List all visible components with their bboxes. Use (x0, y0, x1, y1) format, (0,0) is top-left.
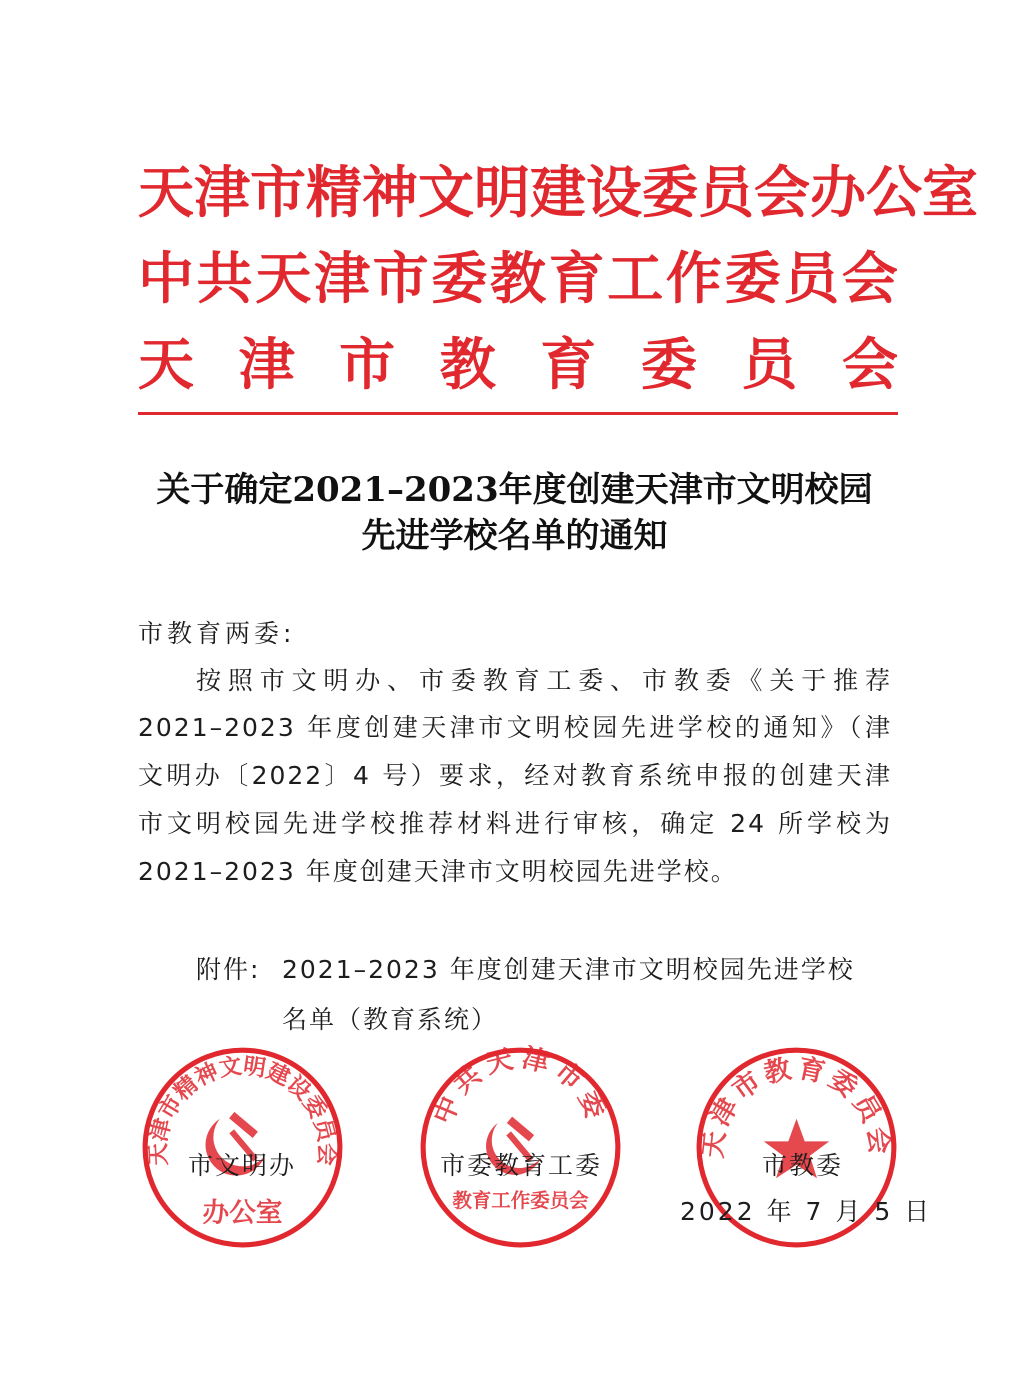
seal3-arc-text: 天津市教育委员会 (697, 1052, 896, 1160)
signature-org-1: 市文明办 (188, 1151, 297, 1180)
header-char: 精 (306, 160, 362, 226)
svg-text:中共天津市委 (428, 1045, 614, 1129)
header-char: 员 (783, 246, 840, 312)
header-char: 天 (138, 332, 194, 398)
header-char: 文 (418, 160, 474, 226)
seal2-arc-text: 中共天津市委 (427, 1045, 614, 1129)
header-char: 津 (313, 246, 370, 312)
header-char: 天 (138, 160, 194, 226)
header-char: 会 (841, 332, 898, 398)
attachment-label: 附件: (196, 955, 261, 984)
header-char: 设 (586, 160, 642, 226)
header-red-rule (138, 412, 898, 415)
header-char: 市 (339, 332, 396, 398)
doc-title-line-1: 关于确定2021–2023年度创建天津市文明校园 (156, 470, 873, 510)
header-line-2 (138, 244, 898, 314)
header-char: 市 (250, 160, 306, 226)
header-char: 委 (640, 332, 697, 398)
header-char: 办 (810, 160, 866, 226)
body-line-4: 市文明校园先进学校推荐材料进行审核，确定 24 所学校为 (138, 809, 892, 838)
header-char: 工 (607, 246, 664, 312)
seal2-bottom-text: 教育工作委员会 (452, 1188, 589, 1212)
header-char: 作 (665, 246, 722, 312)
header-char: 津 (194, 160, 250, 226)
header-char: 委 (724, 246, 781, 312)
header-char: 津 (238, 332, 295, 398)
header-char: 委 (431, 246, 488, 312)
header-char: 室 (922, 160, 978, 226)
header-char: 会 (841, 246, 898, 312)
attachment-line-2: 名单（教育系统） (282, 1005, 499, 1034)
header-char: 市 (372, 246, 429, 312)
header-char: 员 (698, 160, 754, 226)
doc-title-line-2: 先进学校名单的通知 (361, 516, 668, 556)
header-char: 中 (138, 246, 194, 312)
body-line-3: 文明办〔2022〕4 号）要求，经对教育系统申报的创建天津 (138, 761, 892, 790)
body-line-2: 2021–2023 年度创建天津市文明校园先进学校的通知》（津 (138, 713, 892, 742)
body-line-5: 2021–2023 年度创建天津市文明校园先进学校。 (138, 857, 738, 886)
seal1-bottom-text: 办公室 (202, 1197, 283, 1229)
header-char: 神 (362, 160, 418, 226)
body-line-1: 按照市文明办、市委教育工委、市教委《关于推荐 (196, 666, 892, 695)
header-char: 教 (439, 332, 496, 398)
header-char: 会 (754, 160, 810, 226)
header-char: 共 (196, 246, 253, 312)
header-char: 天 (255, 246, 312, 312)
header-char: 育 (540, 332, 597, 398)
header-char: 公 (866, 160, 922, 226)
header-char: 建 (530, 160, 586, 226)
header-char: 育 (548, 246, 605, 312)
header-char: 明 (474, 160, 530, 226)
header-line-3 (138, 330, 898, 400)
signature-org-3: 市教委 (762, 1151, 844, 1180)
header-char: 委 (642, 160, 698, 226)
attachment-line-1: 2021–2023 年度创建天津市文明校园先进学校 (282, 955, 855, 984)
salutation: 市教育两委: (138, 619, 296, 648)
signature-org-2: 市委教育工委 (440, 1151, 603, 1180)
seal1-arc-text: 天津市精神文明建设委员会 (145, 1053, 340, 1167)
header-char: 员 (741, 332, 798, 398)
header-line-1 (138, 158, 978, 228)
signature-date: 2022 年 7 月 5 日 (680, 1197, 933, 1226)
header-char: 教 (489, 246, 546, 312)
